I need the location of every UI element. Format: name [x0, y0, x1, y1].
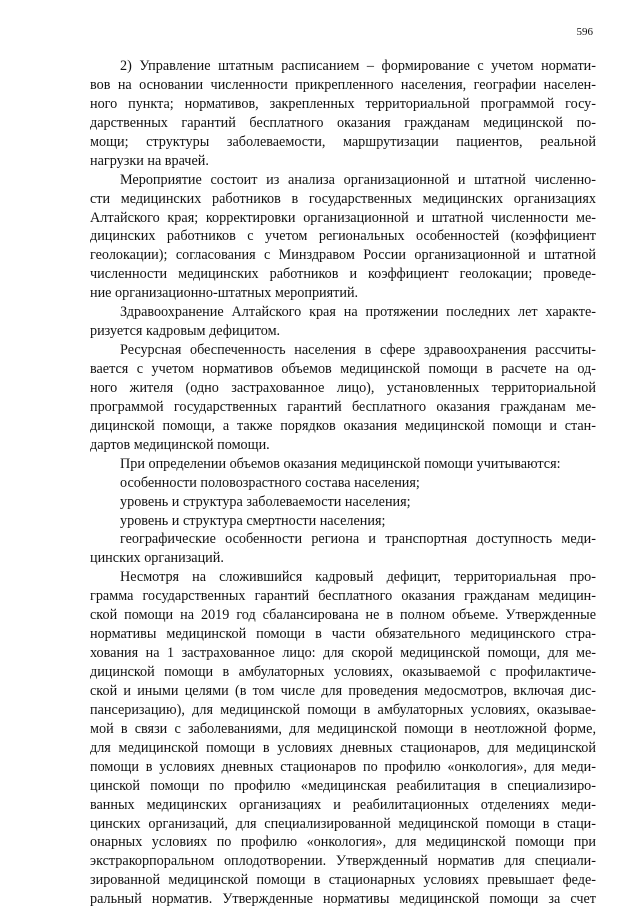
text-line: нагрузки на врачей.: [90, 152, 209, 169]
text-line: сти медицинских работников в государственных медицинских организациях: [90, 190, 596, 207]
text-line: географические особенности региона и транспортная доступность меди-: [120, 531, 596, 548]
page-number: 596: [576, 26, 593, 38]
text-line: хования на 1 застрахованное лицо: для скорой медицинской помощи, для ме-: [90, 645, 596, 662]
text-line: ного пункта; нормативов, закрепленных территориальной программой госу-: [90, 95, 596, 112]
text-line: помощи в условиях дневных стационаров по профилю «онкология», для меди-: [90, 758, 596, 775]
text-line: онарных условиях по профилю «онкология», для медицинской помощи при: [90, 834, 596, 851]
text-line: грамма государственных гарантий бесплатного оказания гражданам медицин-: [90, 588, 596, 605]
body-text: [90, 57, 596, 909]
text-line: программой государственных гарантий бесплатного оказания гражданам ме-: [90, 398, 596, 415]
text-line: уровень и структура заболеваемости населения;: [120, 493, 411, 510]
text-line: особенности половозрастного состава населения;: [120, 474, 420, 491]
text-line: уровень и структура смертности населения;: [120, 512, 386, 529]
text-line: ного жителя (одно застрахованное лицо), установленных территориальной: [90, 379, 596, 396]
text-line: для медицинской помощи в условиях дневных стационаров, для медицинской: [90, 739, 596, 756]
text-line: дицинской помощи в амбулаторных условиях, оказываемой с профилактиче-: [90, 664, 596, 680]
text-line: 2) Управление штатным расписанием – формирование с учетом нормати-: [120, 58, 596, 74]
text-line: численности медицинских работников и коэффициент геолокации; проведе-: [90, 266, 596, 283]
text-line: дицинской помощи, а также порядков оказания медицинской помощи и стан-: [90, 417, 596, 434]
text-line: зированной медицинской помощи в стационарных условиях превышает феде-: [90, 872, 596, 889]
text-line: дарственных гарантий бесплатного оказания гражданам медицинской по-: [90, 114, 596, 131]
text-line: ской помощи на 2019 год сбалансирована не в полном объеме. Утвержденные: [90, 607, 596, 624]
text-line: ние организационно-штатных мероприятий.: [90, 285, 359, 302]
text-line: вов на основании численности прикрепленного населения, географии населен-: [90, 76, 596, 93]
text-line: цинской помощи по профилю «медицинская реабилитация в специализиро-: [90, 777, 596, 794]
text-line: мощи; структуры заболеваемости, маршрутизации пациентов, реальной: [90, 133, 596, 150]
text-line: ральный норматив. Утвержденные нормативы медицинской помощи за счет: [90, 891, 596, 908]
text-line: дартов медицинской помощи.: [90, 436, 270, 453]
text-line: пансеризацию), для медицинской помощи в амбулаторных условиях, оказывае-: [90, 701, 596, 718]
text-line: цинских организаций, для специализированной медицинской помощи в стаци-: [90, 815, 596, 832]
text-line: Ресурсная обеспеченность населения в сфере здравоохранения рассчиты-: [120, 342, 596, 359]
text-line: экстракорпоральном оплодотворении. Утвержденный норматив для специали-: [90, 853, 596, 870]
text-line: ской и иными целями (в том числе для проведения медосмотров, включая дис-: [90, 682, 596, 699]
text-line: дицинских работников с учетом региональных особенностей (коэффициент: [90, 228, 596, 245]
text-line: Алтайского края; корректировки организационной и штатной численности ме-: [90, 209, 596, 226]
text-line: ризуется кадровым дефицитом.: [90, 323, 281, 340]
text-line: цинских организаций.: [90, 550, 224, 567]
text-line: При определении объемов оказания медицинской помощи учитываются:: [120, 455, 561, 472]
text-line: Здравоохранение Алтайского края на протяжении последних лет характе-: [120, 304, 596, 321]
text-line: геолокации); согласования с Минздравом России организационной и штатной: [90, 247, 596, 264]
text-line: Несмотря на сложившийся кадровый дефицит, территориальная про-: [120, 569, 596, 586]
text-line: нормативы медицинской помощи в части обязательного медицинского стра-: [90, 626, 596, 643]
text-line: мой в связи с заболеваниями, для медицинской помощи в неотложной форме,: [90, 720, 596, 737]
text-line: Мероприятие состоит из анализа организационной и штатной численно-: [120, 171, 596, 188]
text-line: вается с учетом нормативов объемов медицинской помощи в расчете на од-: [90, 361, 596, 377]
text-line: ванных медицинских организациях и реабилитационных отделениях меди-: [90, 796, 596, 813]
